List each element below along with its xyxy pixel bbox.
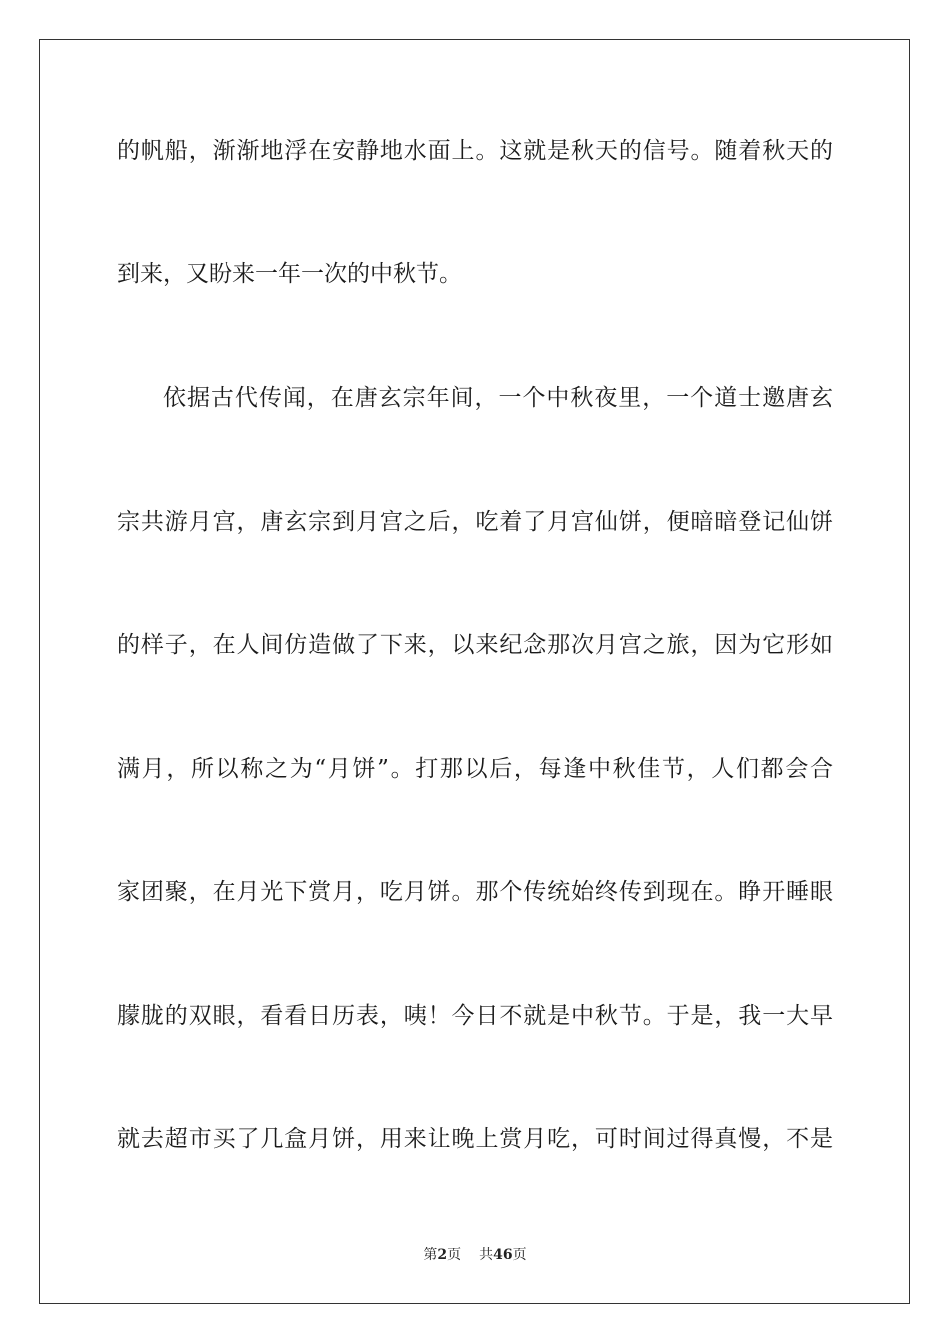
text-line-6: 满月，所以称之为“月饼”。打那以后，每逢中秋佳节，人们都会合 [117, 756, 833, 782]
paragraph-start-line: 依据古代传闻，在唐玄宗年间，一个中秋夜里，一个道士邀唐玄 [163, 385, 833, 411]
footer-total-suffix: 页 [512, 1247, 527, 1263]
text-line-5: 的样子，在人间仿造做了下来，以来纪念那次月宫之旅，因为它形如 [117, 632, 833, 658]
footer-page-suffix: 页 [447, 1247, 462, 1263]
text-line-7: 家团聚，在月光下赏月，吃月饼。那个传统始终传到现在。睁开睡眼 [117, 879, 833, 905]
page-footer [0, 1245, 950, 1265]
footer-total-pages: 46 [493, 1247, 513, 1263]
text-line-8: 朦胧的双眼，看看日历表，咦！今日不就是中秋节。于是，我一大早 [117, 1003, 833, 1029]
footer-page-number: 2 [437, 1247, 448, 1263]
text-line-4: 宗共游月宫，唐玄宗到月宫之后，吃着了月宫仙饼，便暗暗登记仙饼 [117, 509, 833, 535]
text-line-9: 就去超市买了几盒月饼，用来让晚上赏月吃，可时间过得真慢，不是 [117, 1126, 833, 1152]
text-line-1: 的帆船，渐渐地浮在安静地水面上。这就是秋天的信号。随着秋天的 [117, 138, 833, 164]
footer-total-prefix: 共 [479, 1247, 494, 1263]
footer-page-prefix: 第 [423, 1247, 438, 1263]
text-line-2: 到来，又盼来一年一次的中秋节。 [117, 261, 462, 287]
page-border [39, 39, 910, 1304]
